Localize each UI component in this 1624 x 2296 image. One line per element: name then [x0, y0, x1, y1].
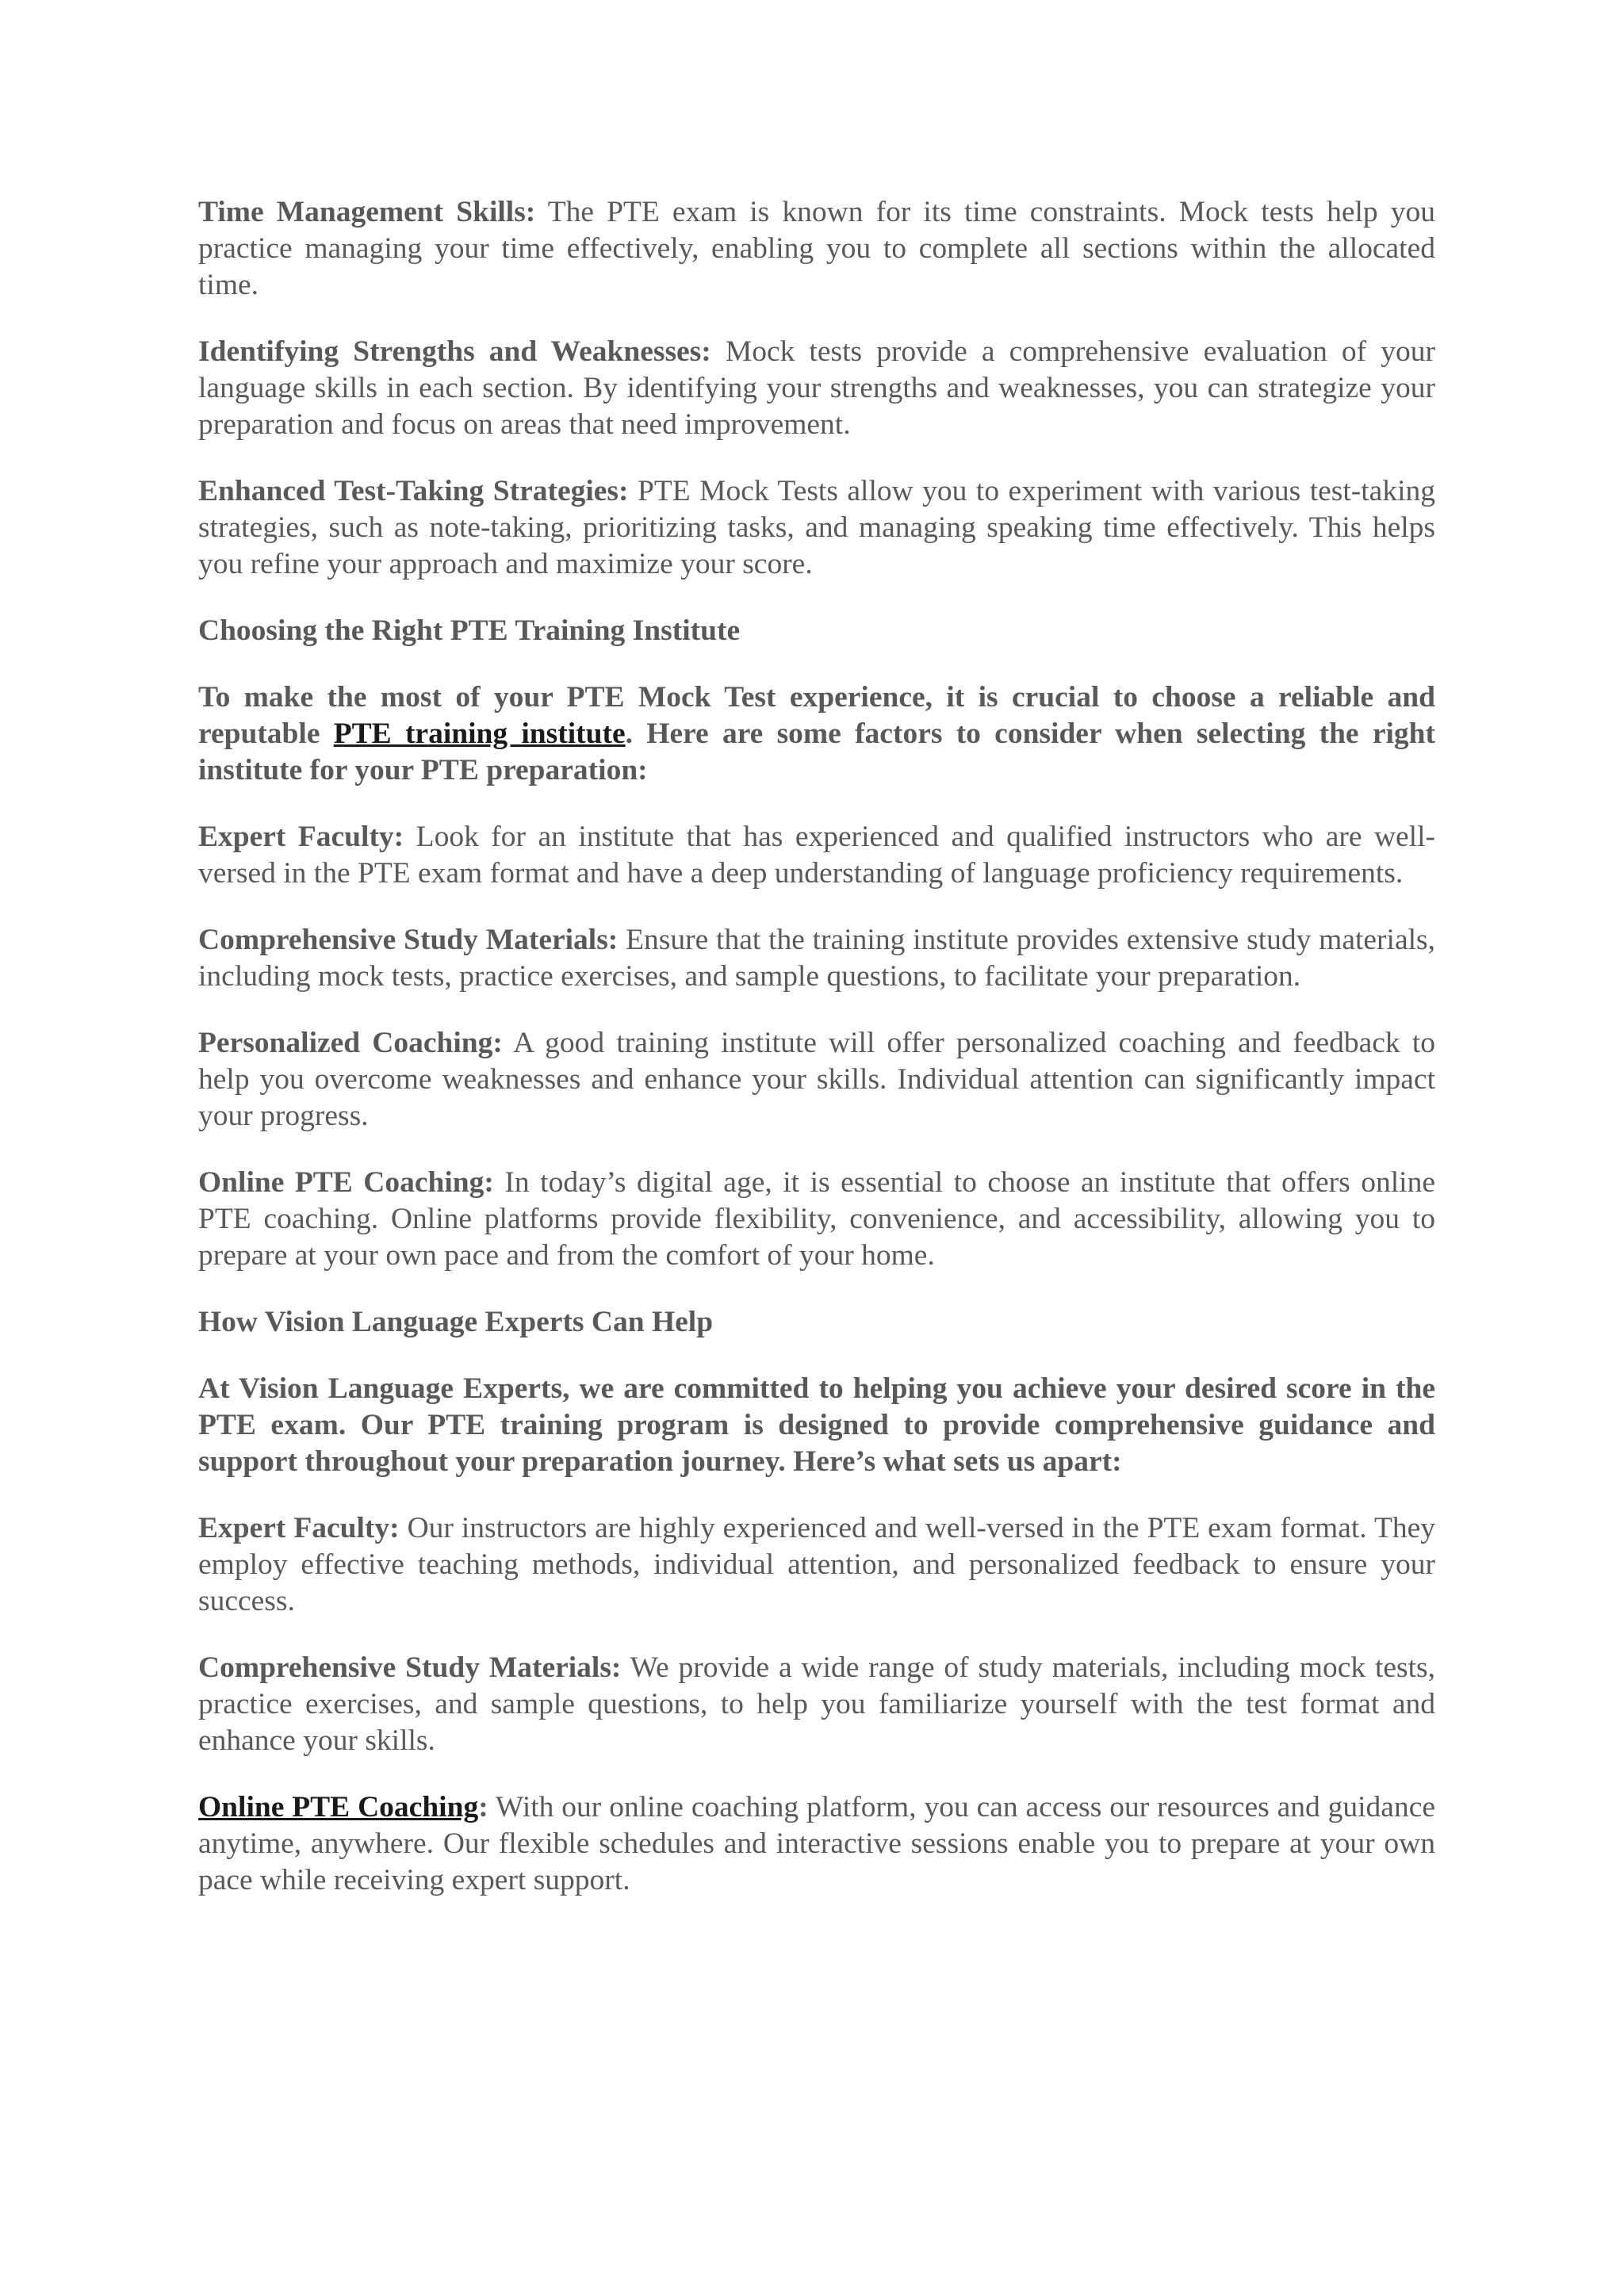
paragraph-text: In today’s digital age, it is essential to choose an institute that offers online PTE coaching. Online platforms provide flexibility, convenience, and accessibility, allowing you to prepare at your own pace and from the comfort of your home. [198, 1166, 1435, 1272]
paragraph-time-management [198, 194, 1435, 304]
paragraph-lead: Online PTE Coaching: [198, 1166, 494, 1199]
pte-training-institute-link[interactable]: PTE training institute [333, 718, 626, 750]
paragraph-lead: Enhanced Test-Taking Strategies: [198, 475, 629, 507]
paragraph-lead: Identifying Strengths and Weaknesses: [198, 335, 711, 368]
paragraph-text: PTE Mock Tests allow you to experiment with various test-taking strategies, such as note-taking, prioritizing tasks, and managing speaking time effectively. This helps you refine your approach and maximize your score. [198, 475, 1435, 580]
paragraph-text: We provide a wide range of study materials, including mock tests, practice exercises, and sample questions, to help you familiarize yourself with the test format and enhance your skills. [198, 1651, 1436, 1757]
paragraph-text: Look for an institute that has experienced and qualified instructors who are well-versed in the PTE exam format and have a deep understanding of language proficiency requirements. [198, 821, 1436, 890]
online-pte-coaching-link[interactable]: Online PTE Coaching [198, 1791, 479, 1823]
paragraph-apart-study-materials [198, 1650, 1435, 1759]
section-heading-institute: Choosing the Right PTE Training Institute [198, 614, 741, 647]
paragraph-text: The PTE exam is known for its time constraints. Mock tests help you practice managing your time effectively, enabling you to complete all sections within the allocated time. [198, 196, 1436, 301]
paragraph-lead: Expert Faculty: [198, 821, 404, 853]
paragraph-apart-online-coaching [198, 1789, 1435, 1899]
section-heading-vision: How Vision Language Experts Can Help [198, 1306, 714, 1338]
paragraph-factor-expert-faculty [198, 819, 1435, 892]
paragraph-lead: Time Management Skills: [198, 196, 536, 228]
paragraph-lead: Comprehensive Study Materials: [198, 924, 619, 956]
intro-text-after: . Here are some factors to consider when selecting the right institute for your PTE preparation: [198, 718, 1435, 786]
vision-intro: At Vision Language Experts, we are committed to helping you achieve your desired score in the PTE exam. Our PTE training program is designed to provide comprehensive guidance and support throughout your preparation journey. Here’s what sets us apart: [198, 1372, 1435, 1478]
paragraph-lead-colon: : [478, 1791, 488, 1823]
paragraph-text: Mock tests provide a comprehensive evaluation of your language skills in each section. By identifying your strengths and weaknesses, you can strategize your preparation and focus on areas that need improvement. [198, 335, 1435, 441]
paragraph-text: Our instructors are highly experienced and well-versed in the PTE exam format. They employ effective teaching methods, individual attention, and personalized feedback to ensure your success. [198, 1512, 1435, 1617]
paragraph-lead: Expert Faculty: [198, 1512, 400, 1544]
institute-intro [198, 679, 1435, 789]
paragraph-test-taking-strategies [198, 473, 1435, 583]
paragraph-lead: Comprehensive Study Materials: [198, 1651, 622, 1684]
paragraph-apart-expert-faculty [198, 1510, 1435, 1620]
paragraph-text: A good training institute will offer personalized coaching and feedback to help you overcome weaknesses and enhance your skills. Individual attention can significantly impact your progress. [198, 1027, 1435, 1132]
intro-text-before: To make the most of your PTE Mock Test experience, it is crucial to choose a reliable and reputable [198, 681, 1435, 750]
paragraph-lead: Personalized Coaching: [198, 1027, 503, 1059]
paragraph-text: Ensure that the training institute provides extensive study materials, including mock tests, practice exercises, and sample questions, to facilitate your preparation. [198, 924, 1435, 993]
paragraph-text: With our online coaching platform, you can access our resources and guidance anytime, anywhere. Our flexible schedules and interactive sessions enable you to prepare at your own pace while receiving expert support. [198, 1791, 1435, 1896]
document-page [198, 194, 1435, 1929]
paragraph-factor-personalized-coaching [198, 1025, 1435, 1135]
paragraph-factor-study-materials [198, 922, 1435, 995]
paragraph-strengths-weaknesses [198, 334, 1435, 443]
paragraph-factor-online-coaching [198, 1165, 1435, 1274]
